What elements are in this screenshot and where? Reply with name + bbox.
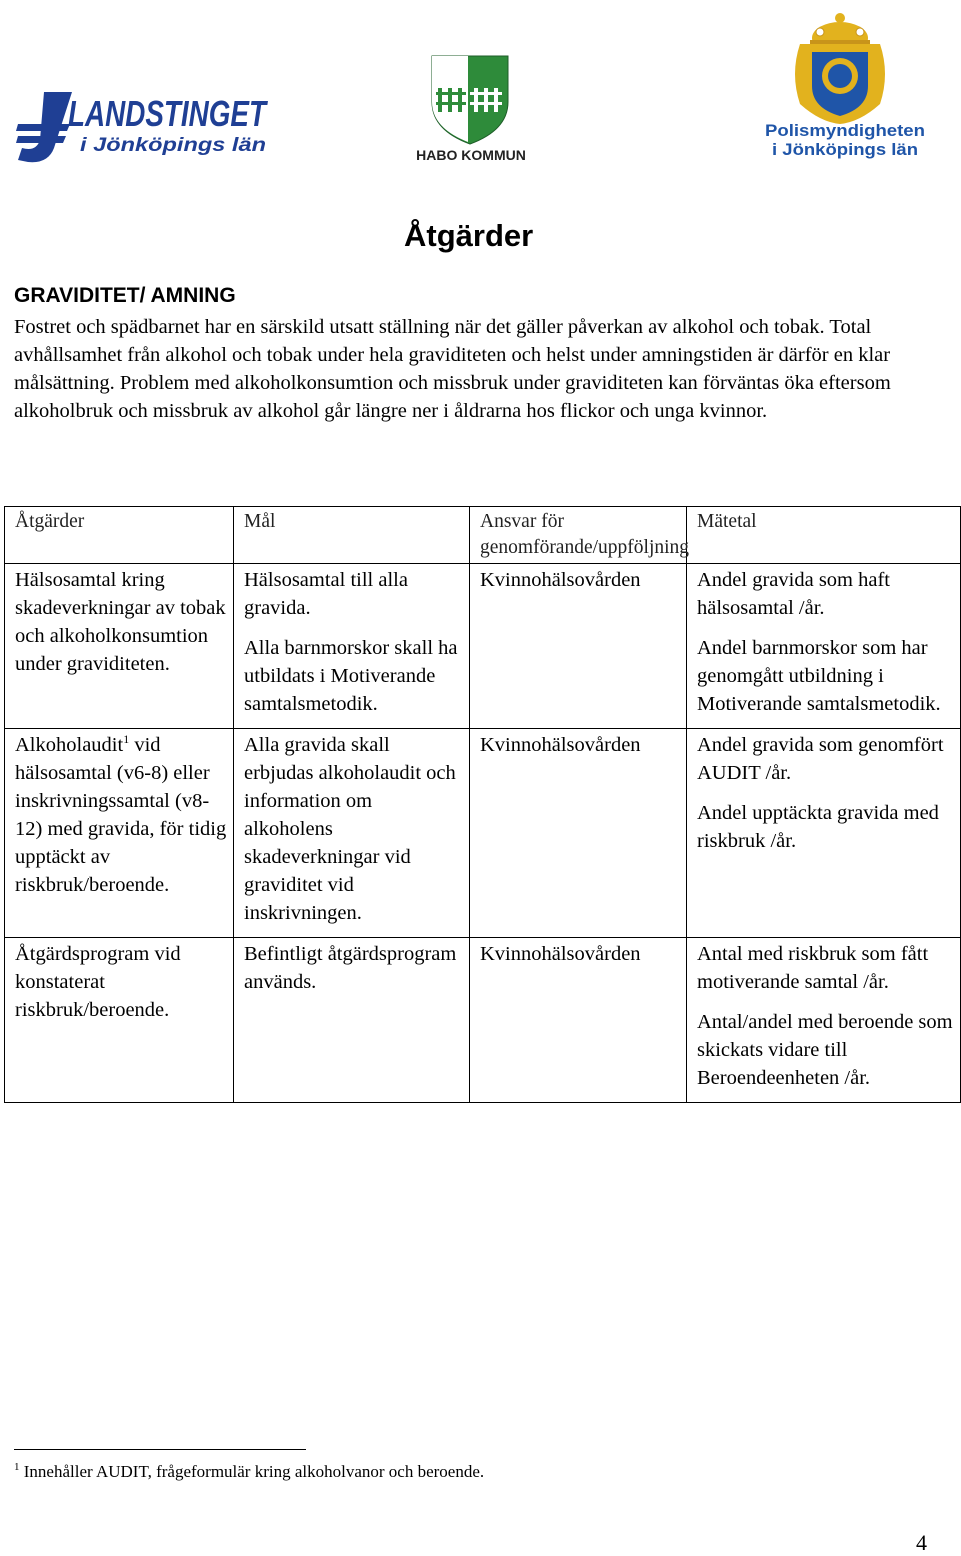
landstinget-logo [14, 84, 270, 166]
cell-atgard: Alkoholaudit$^1$ vid hälsosamtal (v6-8) eller inskrivningssamtal (v8-12) med gravida, för tidig upptäckt av riskbruk/beroende. [5, 729, 234, 938]
cell-mal [234, 729, 470, 938]
mal-item: Alla gravida skall erbjudas alkoholaudit och information om alkoholens skadeverkningar vid graviditet vid inskrivningen. [244, 734, 456, 924]
matetal-item: Andel upptäckta gravida med riskbruk /år. [697, 802, 939, 852]
cell-ansvar: Kvinnohälsovården [470, 564, 687, 729]
cell-atgard: Åtgärdsprogram vid konstaterat riskbruk/beroende. [5, 938, 234, 1103]
page-title: Åtgärder [404, 218, 534, 253]
habo-kommun-logo [408, 52, 534, 164]
intro-paragraph: Fostret och spädbarnet har en särskild utsatt ställning när det gäller påverkan av alkohol och tobak. Total avhållsamhet från alkohol och tobak under hela graviditeten och helst under amningstiden är därför en klar målsättning. Problem med alkoholkonsumtion och missbruk under graviditeten kan förväntas öka eftersom alkoholbruk och missbruk av alkohol går längre ner i åldrarna hos flickor och unga kvinnor. [14, 316, 891, 422]
footnote-text: Innehåller AUDIT, frågeformulär kring alkoholvanor och beroende. [19, 1462, 485, 1481]
habo-name: HABO KOMMUN [416, 147, 526, 163]
police-shield-icon [795, 44, 885, 124]
table-header-row [5, 507, 961, 564]
habo-fence [436, 88, 466, 112]
header-mal: Mål [234, 507, 470, 564]
cell-matetal [687, 729, 961, 938]
matetal-item: Andel gravida som haft hälsosamtal /år. [697, 569, 890, 619]
polis-name: Polismyndigheten [765, 121, 925, 140]
table-row [5, 564, 961, 729]
cell-ansvar: Kvinnohälsovården [470, 938, 687, 1103]
measures-table [4, 506, 961, 1103]
header-matetal: Mätetal [687, 507, 961, 564]
footnote-number: 1 [14, 1461, 20, 1473]
landstinget-subtitle: i Jönköpings län [80, 135, 266, 156]
page-number: 4 [916, 1530, 927, 1555]
table-row [5, 938, 961, 1103]
footnote-marker: 1 [123, 732, 130, 746]
cell-matetal [687, 564, 961, 729]
landstinget-name: LANDSTINGET [68, 93, 269, 134]
cell-mal [234, 564, 470, 729]
section-title: GRAVIDITET/ AMNING [14, 284, 236, 307]
header-atgarder: Åtgärder [5, 507, 234, 564]
header-ansvar: Ansvar för genomförande/uppföljning [470, 507, 687, 564]
polis-subtitle: i Jönköpings län [772, 140, 918, 159]
footnote-divider [14, 1449, 306, 1450]
cell-matetal [687, 938, 961, 1103]
mal-item: Alla barnmorskor skall ha utbildats i Motiverande samtalsmetodik. [244, 637, 458, 715]
footnote [14, 1462, 484, 1482]
mal-item: Hälsosamtal till alla gravida. [244, 569, 408, 619]
matetal-item: Andel gravida som genomfört AUDIT /år. [697, 734, 944, 784]
cell-ansvar: Kvinnohälsovården [470, 729, 687, 938]
table-row [5, 729, 961, 938]
matetal-item: Andel barnmorskor som har genomgått utbildning i Motiverande samtalsmetodik. [697, 637, 941, 715]
matetal-item: Antal/andel med beroende som skickats vidare till Beroendeenheten /år. [697, 1011, 953, 1089]
cell-mal [234, 938, 470, 1103]
matetal-item: Antal med riskbruk som fått motiverande samtal /år. [697, 943, 929, 993]
polismyndigheten-logo [760, 4, 930, 160]
cell-atgard: Hälsosamtal kring skadeverkningar av tobak och alkoholkonsumtion under graviditeten. [5, 564, 234, 729]
mal-item: Befintligt åtgärdsprogram används. [244, 943, 457, 993]
